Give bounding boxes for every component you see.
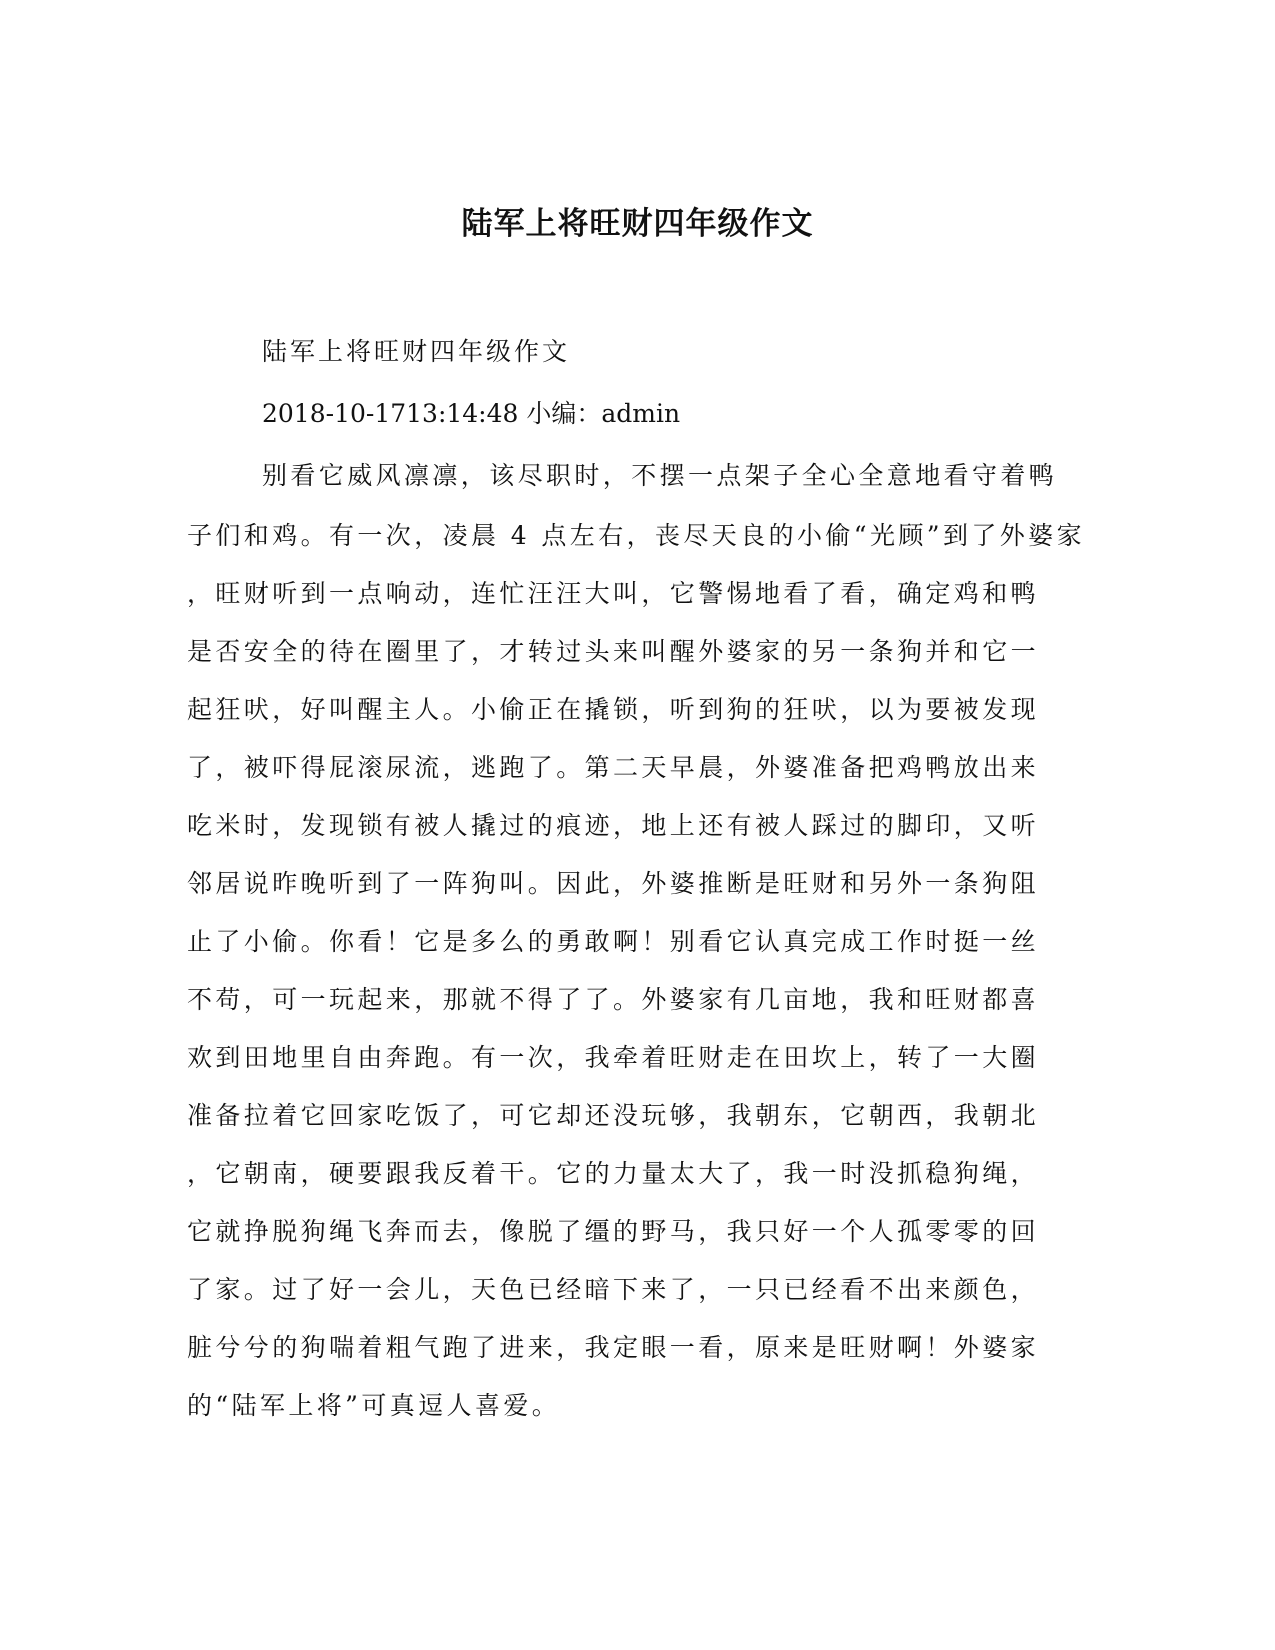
body-line: 它就挣脱狗绳飞奔而去，像脱了缰的野马，我只好一个人孤零零的回 xyxy=(187,1217,1040,1246)
body-line: 邻居说昨晚听到了一阵狗叫。因此，外婆推断是旺财和另外一条狗阻 xyxy=(187,869,1040,898)
body-line: 别看它威风凛凛，该尽职时，不摆一点架子全心全意地看守着鸭 xyxy=(262,461,1058,490)
body-line: 不苟，可一玩起来，那就不得了了。外婆家有几亩地，我和旺财都喜 xyxy=(187,985,1040,1014)
body-line: 脏兮兮的狗喘着粗气跑了进来，我定眼一看，原来是旺财啊！外婆家 xyxy=(187,1333,1040,1362)
document-subtitle: 陆军上将旺财四年级作文 xyxy=(262,337,571,366)
body-line: 是否安全的待在圈里了，才转过头来叫醒外婆家的另一条狗并和它一 xyxy=(187,637,1040,666)
body-line: ，它朝南，硬要跟我反着干。它的力量太大了，我一时没抓稳狗绳， xyxy=(187,1159,1040,1188)
body-line: 的“陆军上将”可真逗人喜爱。 xyxy=(187,1391,561,1420)
body-line: 止了小偷。你看！它是多么的勇敢啊！别看它认真完成工作时挺一丝 xyxy=(187,927,1040,956)
body-line: 了家。过了好一会儿，天色已经暗下来了，一只已经看不出来颜色， xyxy=(187,1275,1040,1304)
body-line: 起狂吠，好叫醒主人。小偷正在撬锁，听到狗的狂吠，以为要被发现 xyxy=(187,695,1040,724)
body-line: 欢到田地里自由奔跑。有一次，我牵着旺财走在田坎上，转了一大圈 xyxy=(187,1043,1040,1072)
document-meta: 2018-10-1713:14:48 小编：admin xyxy=(262,399,681,428)
body-line: 子们和鸡。有一次，凌晨 4 点左右，丧尽天良的小偷“光顾”到了外婆家 xyxy=(187,521,1085,550)
body-line: 了，被吓得屁滚尿流，逃跑了。第二天早晨，外婆准备把鸡鸭放出来 xyxy=(187,753,1040,782)
body-line: ，旺财听到一点响动，连忙汪汪大叫，它警惕地看了看，确定鸡和鸭 xyxy=(187,579,1040,608)
document-title: 陆军上将旺财四年级作文 xyxy=(461,206,814,242)
body-line: 准备拉着它回家吃饭了，可它却还没玩够，我朝东，它朝西，我朝北 xyxy=(187,1101,1040,1130)
body-line: 吃米时，发现锁有被人撬过的痕迹，地上还有被人踩过的脚印，又听 xyxy=(187,811,1040,840)
